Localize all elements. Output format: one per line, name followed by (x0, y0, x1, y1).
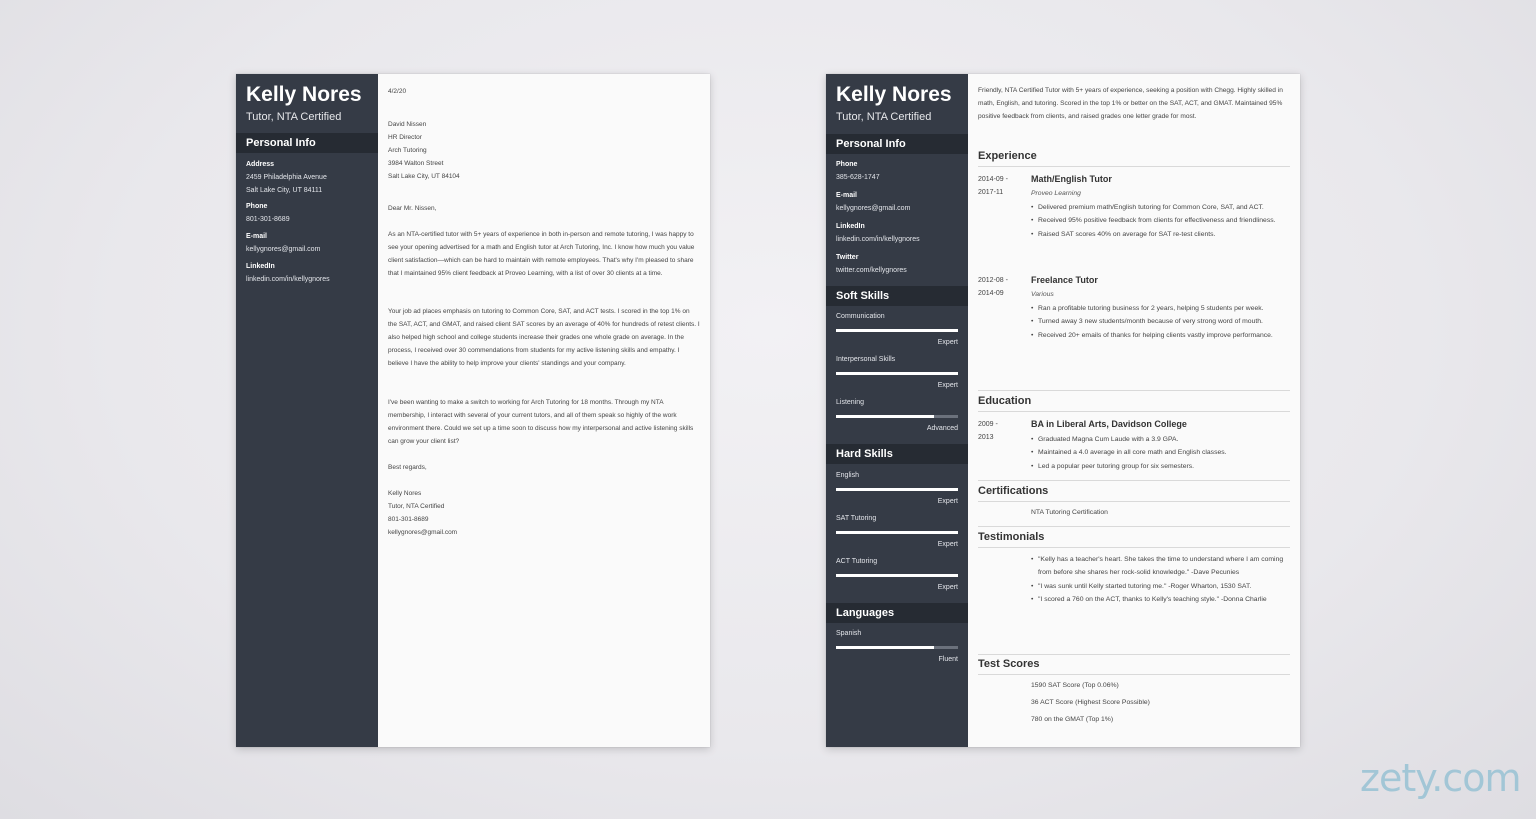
linkedin-value: linkedin.com/in/kellygnores (836, 236, 920, 243)
skill-level: Advanced (926, 425, 958, 432)
education-bullets (1031, 433, 1293, 473)
resume-body (968, 74, 1300, 747)
candidate-title: Tutor, NTA Certified (836, 111, 932, 123)
candidate-title: Tutor, NTA Certified (246, 111, 342, 123)
letter-closing: Best regards, (388, 464, 427, 471)
candidate-name: Kelly Nores (836, 83, 952, 106)
testimonials-heading: Testimonials (978, 531, 1045, 543)
recipient-line: HR Director (388, 133, 422, 141)
list-item: • Delivered premium math/English tutoring for Common Core, SAT, and ACT. (1031, 201, 1293, 214)
skill-bar (836, 415, 958, 418)
test-score-item: 780 on the GMAT (Top 1%) (1031, 716, 1114, 723)
skill-level: Expert (937, 498, 958, 505)
testimonial-item: • "I scored a 760 on the ACT, thanks to Kelly's teaching style." -Donna Charlie (1031, 593, 1293, 606)
list-item: • Ran a profitable tutoring business for 2 years, helping 5 students per week. (1031, 302, 1293, 315)
job-dates (978, 274, 1028, 300)
letter-paragraph-2: Your job ad places emphasis on tutoring to Common Core, SAT, and ACT tests. I scored in the top 1% on the SAT, ACT, and GMAT, and raised client SAT scores by an average of 40% for hundreds of retest clients. I also helped high school and college students increase their grades one whole grade on average. In the process, I received over 30 commendations from students for my active listening skills and empathy. I believe I have the ability to help improve your clients' standings and your company. (388, 308, 700, 367)
resume-page (826, 74, 1300, 747)
skill-level: Expert (937, 584, 958, 591)
salutation: Dear Mr. Nissen, (388, 205, 437, 212)
skill-bar-fill (836, 329, 958, 332)
job-bullets (1031, 302, 1293, 342)
language-bar-fill (836, 646, 934, 649)
language-level: Fluent (938, 656, 958, 663)
address-line1: 2459 Philadelphia Avenue (246, 174, 327, 181)
skill-name: Interpersonal Skills (836, 356, 896, 363)
signature-block (388, 488, 700, 540)
letter-paragraph-3: I've been wanting to make a switch to working for Arch Tutoring for 18 months. Through my NTA membership, I interact with several of your current tutors, and all of them speak so highly of the work environment there. Could we set up a time soon to discuss how my interpersonal and active listening skills can grow your client list? (388, 399, 694, 445)
skill-bar (836, 531, 958, 534)
section-divider (978, 166, 1290, 167)
testimonial-item: • "I was sunk until Kelly started tutoring me." -Roger Wharton, 1530 SAT. (1031, 580, 1293, 593)
job-company: Proveo Learning (1031, 190, 1081, 197)
job-title: Math/English Tutor (1031, 174, 1112, 184)
skill-level: Expert (937, 382, 958, 389)
twitter-value: twitter.com/kellygnores (836, 267, 907, 274)
letter-paragraph-1: As an NTA-certified tutor with 5+ years of experience in both in-person and remote tutoring, I was happy to see your opening advertised for a math and English tutor at Arch Tutoring, Inc. I know how much you value client satisfaction—which can be hard to maintain with remote employees. That's why I'm pleased to share that I maintained 95% client feedback at Proveo Learning, with a list of over 30 clients at a time. (388, 231, 695, 277)
section-divider (978, 390, 1290, 391)
testimonials-list (1031, 553, 1293, 606)
address-label: Address (246, 161, 275, 168)
skill-bar-fill (836, 372, 958, 375)
cover-sidebar (236, 74, 378, 747)
skill-name: Listening (836, 399, 865, 406)
date-to: 2017-11 (978, 189, 1004, 196)
skill-name: ACT Tutoring (836, 558, 878, 565)
degree-title: BA in Liberal Arts, Davidson College (1031, 419, 1187, 429)
date-from: 2012-08 - (978, 277, 1008, 284)
skill-level: Expert (937, 339, 958, 346)
section-divider (978, 411, 1290, 412)
skill-bar (836, 372, 958, 375)
email-label: E-mail (836, 192, 858, 199)
education-dates (978, 418, 1028, 444)
phone-label: Phone (836, 161, 858, 168)
language-name: Spanish (836, 630, 862, 637)
certification-item: NTA Tutoring Certification (1031, 509, 1108, 516)
list-item: • Raised SAT scores 40% on average for SAT re-test clients. (1031, 228, 1293, 241)
skill-bar (836, 574, 958, 577)
candidate-name: Kelly Nores (246, 83, 362, 106)
date-from: 2009 - (978, 421, 998, 428)
phone-value: 385-628-1747 (836, 174, 880, 181)
linkedin-label: LinkedIn (246, 263, 275, 270)
date-to: 2014-09 (978, 290, 1004, 297)
email-value: kellygnores@gmail.com (836, 205, 911, 212)
date-from: 2014-09 - (978, 176, 1008, 183)
personal-info-heading: Personal Info (826, 134, 968, 154)
list-item: • Received 20+ emails of thanks for helping clients vastly improve performance. (1031, 329, 1293, 342)
address-line2: Salt Lake City, UT 84111 (246, 187, 323, 194)
email-label: E-mail (246, 233, 268, 240)
profile-summary: Friendly, NTA Certified Tutor with 5+ years of experience, seeking a position with Chegg. Highly skilled in math, English, and tutoring. Scored in the top 1% or better on the SAT, ACT, and GMAT. Maintained 95% positive feedback from clients, and raised grades one letter grade for most. (978, 87, 1283, 121)
test-scores-heading: Test Scores (978, 658, 1040, 670)
section-divider (978, 654, 1290, 655)
skill-bar (836, 329, 958, 332)
recipient-line: David Nissen (388, 121, 427, 128)
cover-letter-page (236, 74, 710, 747)
test-score-item: 36 ACT Score (Highest Score Possible) (1031, 699, 1150, 706)
cover-letter-body (378, 74, 710, 747)
email-value: kellygnores@gmail.com (246, 246, 321, 253)
linkedin-label: LinkedIn (836, 223, 865, 230)
list-item: • Received 95% positive feedback from clients for effectiveness and friendliness. (1031, 214, 1293, 227)
languages-heading: Languages (826, 603, 968, 623)
resume-sidebar (826, 74, 968, 747)
education-heading: Education (978, 395, 1032, 407)
date-to: 2013 (978, 434, 994, 441)
linkedin-value: linkedin.com/in/kellygnores (246, 276, 330, 283)
recipient-line: 3984 Walton Street (388, 159, 444, 167)
certifications-heading: Certifications (978, 485, 1049, 497)
list-item: • Turned away 3 new students/month because of very strong word of mouth. (1031, 315, 1293, 328)
testimonial-item: • "Kelly has a teacher's heart. She takes the time to understand where I am coming from before she shares her rock-solid knowledge." -Dave Pecunies (1031, 553, 1293, 580)
recipient-line: Salt Lake City, UT 84104 (388, 172, 460, 180)
test-score-item: 1590 SAT Score (Top 0.06%) (1031, 682, 1119, 689)
list-item: • Led a popular peer tutoring group for six semesters. (1031, 460, 1293, 473)
signature-line: Kelly Nores (388, 490, 422, 497)
skill-bar (836, 488, 958, 491)
skill-name: English (836, 472, 859, 479)
language-bar (836, 646, 958, 649)
section-divider (978, 547, 1290, 548)
list-item: • Maintained a 4.0 average in all core math and English classes. (1031, 446, 1293, 459)
experience-heading: Experience (978, 150, 1037, 162)
section-divider (978, 526, 1290, 527)
skill-name: SAT Tutoring (836, 515, 877, 522)
recipient-block (388, 119, 700, 184)
signature-line: kellygnores@gmail.com (388, 528, 458, 536)
skill-bar-fill (836, 531, 958, 534)
signature-line: Tutor, NTA Certified (388, 502, 445, 510)
skill-level: Expert (937, 541, 958, 548)
job-dates (978, 173, 1028, 199)
phone-value: 801-301-8689 (246, 216, 290, 223)
section-divider (978, 674, 1290, 675)
skill-bar-fill (836, 415, 934, 418)
phone-label: Phone (246, 203, 268, 210)
job-title: Freelance Tutor (1031, 275, 1098, 285)
skill-bar-fill (836, 488, 958, 491)
section-divider (978, 501, 1290, 502)
section-divider (978, 480, 1290, 481)
zety-logo[interactable]: zety.com (1360, 756, 1521, 800)
job-company: Various (1031, 291, 1054, 298)
signature-line: 801-301-8689 (388, 515, 429, 523)
soft-skills-heading: Soft Skills (826, 286, 968, 306)
letter-date: 4/2/20 (388, 88, 407, 95)
list-item: • Graduated Magna Cum Laude with a 3.9 GPA. (1031, 433, 1293, 446)
twitter-label: Twitter (836, 254, 859, 261)
skill-bar-fill (836, 574, 958, 577)
recipient-line: Arch Tutoring (388, 146, 427, 154)
hard-skills-heading: Hard Skills (826, 444, 968, 464)
skill-name: Communication (836, 313, 885, 320)
personal-info-heading: Personal Info (236, 133, 378, 153)
job-bullets (1031, 201, 1293, 241)
